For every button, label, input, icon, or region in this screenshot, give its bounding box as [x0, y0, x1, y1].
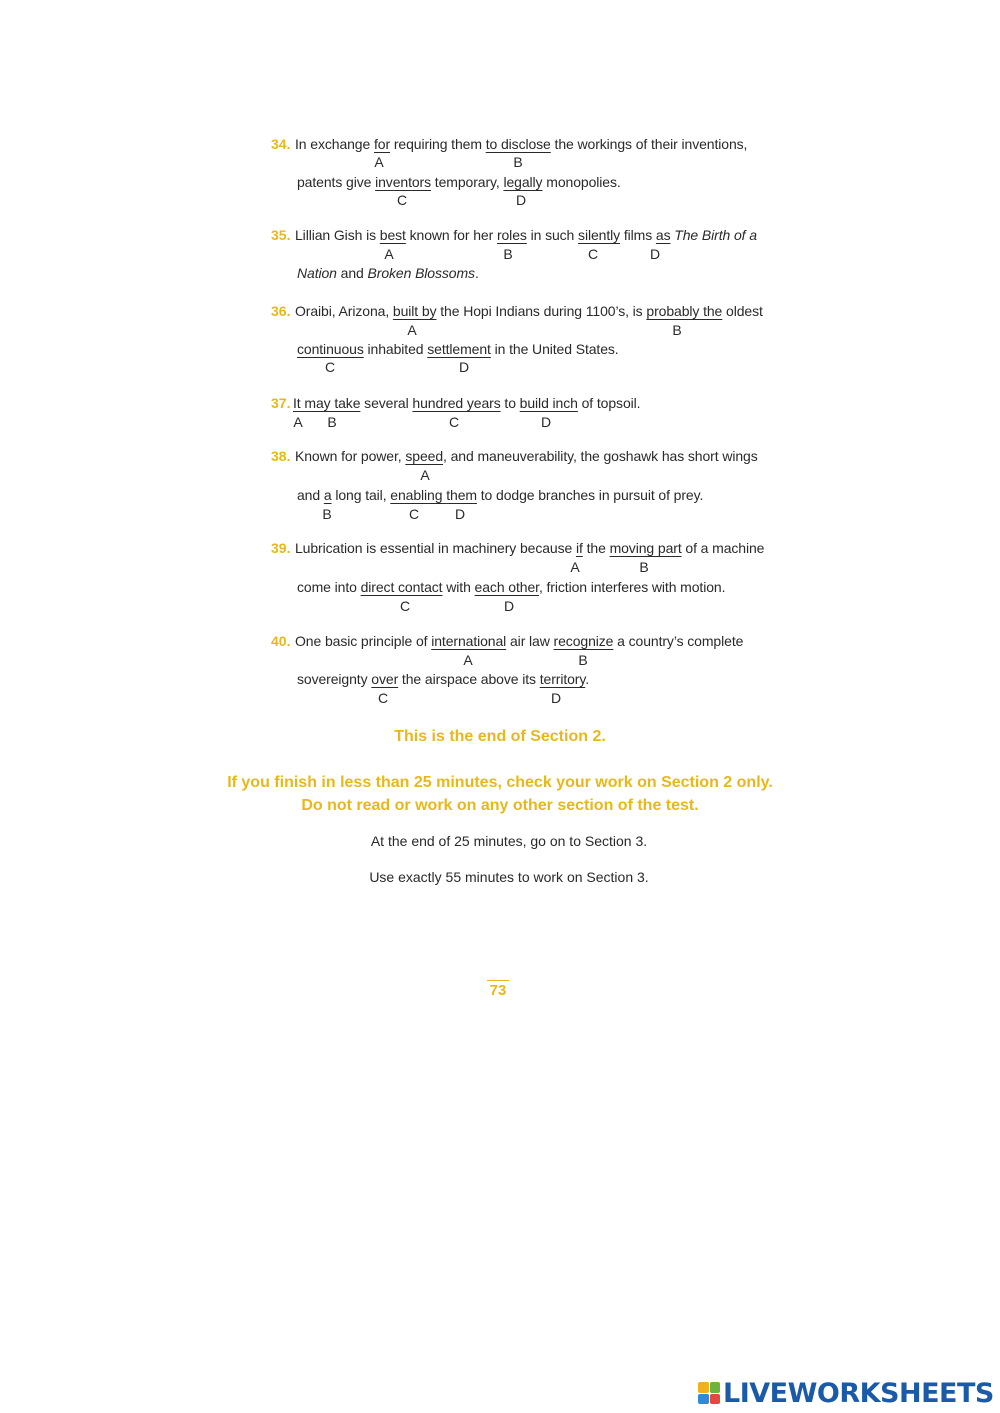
question-number: 36. — [271, 303, 291, 319]
option-label-d: D — [454, 506, 466, 522]
option-label-b: B — [672, 322, 682, 338]
option-label-c: C — [408, 506, 420, 522]
option-c-text: hundred years — [412, 395, 501, 411]
option-label-a: A — [463, 652, 473, 668]
option-c-text: continuous — [297, 341, 364, 357]
option-c-text: silently — [578, 227, 621, 243]
option-label-a: A — [570, 559, 580, 575]
question-line-2: come into direct contact with each other, friction interferes with motion. — [297, 579, 726, 595]
option-label-b: B — [513, 154, 523, 170]
question-line-1: Oraibi, Arizona, built by the Hopi Indians during 1100’s, is probably the oldest — [295, 303, 763, 319]
option-a-text: built by — [392, 303, 437, 319]
liveworksheets-logo-icon — [698, 1382, 720, 1404]
option-b-text: probably the — [646, 303, 723, 319]
option-label-c: C — [396, 192, 408, 208]
finish-instruction-line-1: If you finish in less than 25 minutes, check your work on Section 2 only. — [227, 774, 773, 791]
question-line-2: patents give inventors temporary, legally monopolies. — [297, 174, 621, 190]
option-b-text: may take — [304, 395, 361, 411]
option-label-c: C — [399, 598, 411, 614]
option-d-text: build inch — [519, 395, 578, 411]
goto-section-note: At the end of 25 minutes, go on to Section 3. — [370, 833, 648, 849]
option-b-text: a — [323, 487, 332, 503]
question-line-1: In exchange for requiring them to disclose the workings of their inventions, — [295, 136, 748, 152]
option-label-a: A — [384, 246, 394, 262]
time-note: Use exactly 55 minutes to work on Section 3. — [369, 869, 649, 885]
option-label-d: D — [550, 690, 562, 706]
option-d-text: them — [446, 487, 477, 503]
option-d-text: territory — [539, 671, 586, 687]
option-c-text: enabling — [390, 487, 443, 503]
italic-title: The Birth of a — [674, 227, 757, 243]
question-line-1: One basic principle of international air law recognize a country’s complete — [295, 633, 744, 649]
option-label-d: D — [649, 246, 661, 262]
option-label-c: C — [448, 414, 460, 430]
option-c-text: direct contact — [360, 579, 443, 595]
question-line-2: continuous inhabited settlement in the United States. — [297, 341, 619, 357]
question-number: 39. — [271, 540, 291, 556]
option-d-text: settlement — [427, 341, 491, 357]
option-a-text: international — [431, 633, 507, 649]
question-line-2: sovereignty over the airspace above its territory. — [297, 671, 590, 687]
option-label-c: C — [377, 690, 389, 706]
option-label-a: A — [407, 322, 417, 338]
question-number: 37. — [271, 395, 291, 411]
option-a-text: best — [379, 227, 406, 243]
question-line-1: Known for power, speed, and maneuverability, the goshawk has short wings — [295, 448, 758, 464]
option-b-text: roles — [496, 227, 527, 243]
option-label-b: B — [322, 506, 332, 522]
question-line-1: Lubrication is essential in machinery because if the moving part of a machine — [295, 540, 765, 556]
option-d-text: each other — [474, 579, 539, 595]
page-number: 73 — [487, 980, 509, 999]
option-b-text: to disclose — [485, 136, 551, 152]
option-label-a: A — [420, 467, 430, 483]
question-line-1: Lillian Gish is best known for her roles in such silently films as The Birth of a — [295, 227, 757, 243]
option-label-d: D — [515, 192, 527, 208]
question-number: 38. — [271, 448, 291, 464]
option-label-b: B — [639, 559, 649, 575]
option-label-d: D — [540, 414, 552, 430]
option-a-text: if — [576, 540, 583, 556]
end-of-section-heading: This is the end of Section 2. — [394, 728, 606, 745]
option-label-b: B — [578, 652, 588, 668]
question-number: 34. — [271, 136, 291, 152]
question-number: 40. — [271, 633, 291, 649]
finish-instruction-line-2: Do not read or work on any other section of the test. — [301, 797, 699, 814]
option-c-text: inventors — [375, 174, 432, 190]
option-d-text: legally — [503, 174, 543, 190]
option-a-text: for — [373, 136, 391, 152]
liveworksheets-logo — [698, 1378, 994, 1408]
option-a-text: It — [293, 395, 301, 411]
question-line-2: and a long tail, enabling them to dodge branches in pursuit of prey. — [297, 487, 704, 503]
option-b-text: moving part — [609, 540, 682, 556]
option-d-text: as — [655, 227, 671, 243]
option-label-d: D — [458, 359, 470, 375]
option-b-text: recognize — [553, 633, 614, 649]
option-label-b: B — [503, 246, 513, 262]
question-number: 35. — [271, 227, 291, 243]
question-line-2: Nation and Broken Blossoms. — [297, 265, 479, 281]
option-c-text: over — [371, 671, 399, 687]
option-label-a: A — [293, 414, 303, 430]
option-label-c: C — [587, 246, 599, 262]
option-label-b: B — [327, 414, 337, 430]
option-label-c: C — [324, 359, 336, 375]
question-line-1: It may take several hundred years to build inch of topsoil. — [293, 395, 641, 411]
option-label-a: A — [374, 154, 384, 170]
brand-name: LIVEWORKSHEETS — [723, 1377, 994, 1409]
option-label-d: D — [503, 598, 515, 614]
option-a-text: speed — [405, 448, 444, 464]
